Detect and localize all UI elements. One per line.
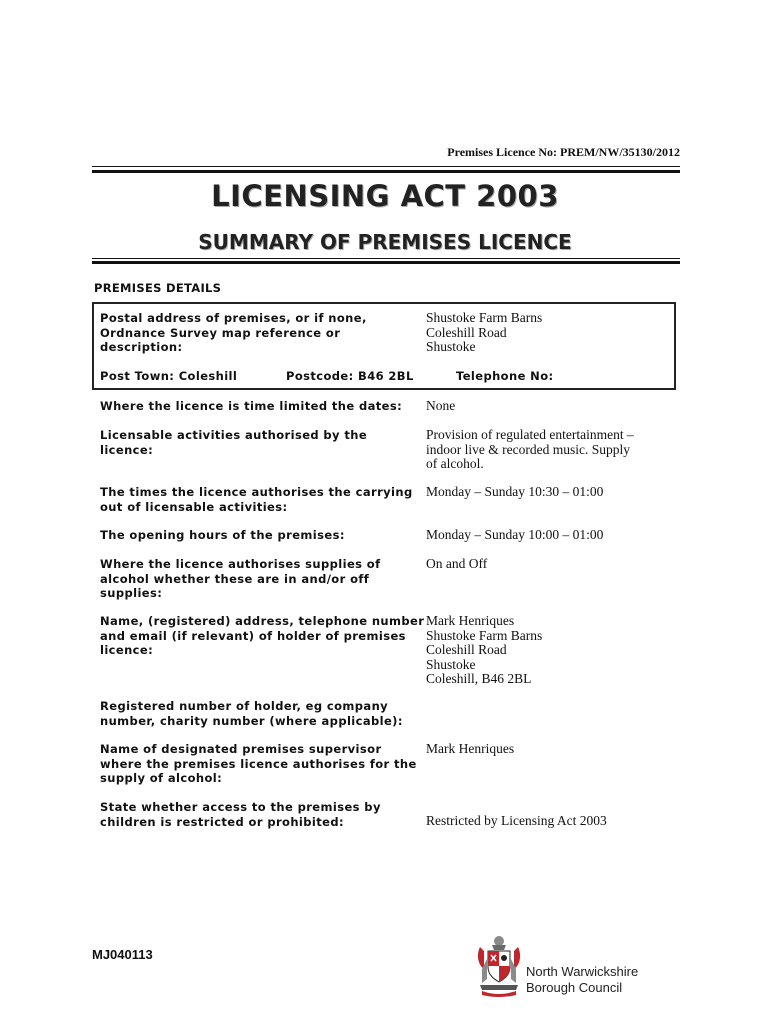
value-line: Shustoke: [426, 656, 476, 672]
label-line: Ordnance Survey map reference or: [100, 325, 341, 340]
activities-label: [100, 428, 410, 457]
licence-number: Premises Licence No: PREM/NW/35130/2012: [447, 145, 680, 159]
value-line: Shustoke Farm Barns: [426, 627, 543, 643]
supervisor-value: [426, 742, 676, 757]
label-line: Registered number of holder, eg company: [100, 699, 389, 713]
opening-hours-value: [426, 528, 676, 543]
post-town: Post Town: Coleshill: [100, 369, 238, 383]
label-line: description:: [100, 340, 183, 354]
label-line: The times the licence authorises the carrying: [100, 485, 413, 499]
council-crest-icon: [474, 933, 524, 997]
value-line: Shustoke Farm Barns: [426, 310, 543, 325]
top-rule-thin: [92, 166, 680, 167]
value-line: indoor live & recorded music. Supply: [426, 441, 630, 457]
time-limited-value: [426, 399, 676, 414]
value-line: Provision of regulated entertainment –: [426, 427, 634, 442]
label-line: supplies:: [100, 586, 163, 600]
supervisor-label: [100, 742, 417, 786]
telephone: Telephone No:: [456, 369, 554, 383]
label-line: Where the licence authorises supplies of: [100, 557, 381, 571]
label-line: State whether access to the premises by: [100, 800, 381, 814]
holder-value: [426, 614, 676, 687]
label-line: children is restricted or prohibited:: [100, 814, 344, 829]
label-line: where the premises licence authorises for the: [100, 756, 417, 771]
opening-hours-label: [100, 528, 410, 543]
mid-rule-thick: [92, 261, 680, 264]
label-line: licence:: [100, 643, 154, 657]
value-line: of alcohol.: [426, 456, 484, 471]
time-limited-label: [100, 399, 410, 414]
label-line: Postal address of premises, or if none,: [100, 311, 367, 325]
value-line: Monday – Sunday 10:00 – 01:00: [426, 527, 604, 542]
value-line: Mark Henriques: [426, 741, 515, 756]
council-name-line: North Warwickshire: [526, 964, 639, 979]
times-label: [100, 485, 413, 514]
holder-label: [100, 614, 425, 658]
value-line: On and Off: [426, 556, 488, 571]
council-name: [526, 964, 638, 996]
label-line: The opening hours of the premises:: [100, 528, 345, 542]
label-line: alcohol whether these are in and/or off: [100, 571, 370, 586]
council-name-line: Borough Council: [526, 980, 623, 995]
label-line: licence:: [100, 442, 154, 457]
label-line: Where the licence is time limited the dates:: [100, 399, 403, 413]
supplies-value: [426, 557, 676, 572]
registered-number-label: [100, 699, 410, 728]
label-line: Licensable activities authorised by the: [100, 428, 368, 442]
value-line: Restricted by Licensing Act 2003: [426, 813, 607, 828]
document-title: LICENSING ACT 2003: [211, 179, 559, 213]
label-line: and email (if relevant) of holder of premises: [100, 628, 406, 643]
document-reference: MJ040113: [92, 947, 153, 962]
value-line: Coleshill Road: [426, 642, 507, 657]
label-line: Name, (registered) address, telephone number: [100, 614, 425, 628]
document-subtitle: SUMMARY OF PREMISES LICENCE: [198, 230, 572, 254]
value-line: None: [426, 398, 456, 413]
value-line: Coleshill, B46 2BL: [426, 671, 532, 686]
label-line: Name of designated premises supervisor: [100, 742, 382, 756]
access-label: [100, 800, 410, 829]
supplies-label: [100, 557, 410, 601]
times-value: [426, 485, 676, 500]
value-line: Coleshill Road: [426, 324, 507, 340]
address-value: [426, 311, 676, 355]
access-value: [426, 814, 676, 829]
label-line: supply of alcohol:: [100, 771, 223, 785]
value-line: Mark Henriques: [426, 613, 515, 628]
value-line: Shustoke: [426, 339, 476, 354]
address-label: [100, 311, 410, 355]
activities-value: [426, 428, 676, 472]
postcode: Postcode: B46 2BL: [286, 369, 414, 383]
label-line: number, charity number (where applicable):: [100, 713, 403, 728]
mid-rule-thin: [92, 258, 680, 259]
label-line: out of licensable activities:: [100, 499, 288, 514]
section-heading-premises: PREMISES DETAILS: [94, 281, 222, 295]
value-line: Monday – Sunday 10:30 – 01:00: [426, 484, 604, 499]
top-rule-thick: [92, 170, 680, 173]
